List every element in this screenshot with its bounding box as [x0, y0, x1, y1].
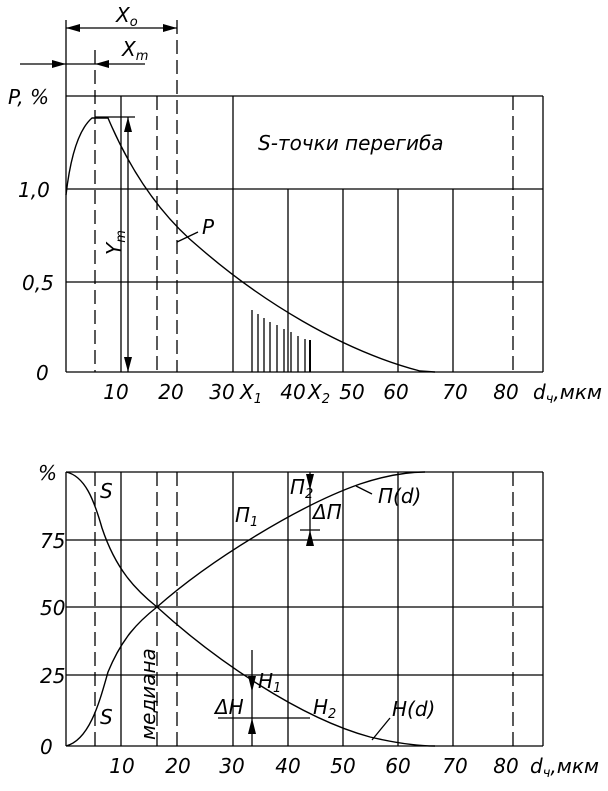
delta-h-label: ΔH — [215, 695, 244, 719]
x2-label: $X_2$ — [308, 380, 330, 407]
bottom-chart — [38, 461, 599, 781]
bottom-x-tick: 80 — [493, 754, 519, 778]
bottom-x-tick: 30 — [219, 754, 245, 778]
delta-pi-label: ΔП — [313, 500, 342, 524]
bottom-y-title: % — [38, 461, 58, 485]
top-x-tick: 70 — [442, 380, 468, 404]
top-x-tick: 30 — [209, 380, 235, 404]
xo-label: $X_o$ — [116, 3, 138, 30]
top-x-tick: 10 — [103, 380, 129, 404]
h1-label: $H_1$ — [258, 669, 282, 696]
h-label-leader — [372, 718, 390, 740]
top-x-tick: 50 — [339, 380, 365, 404]
s-point-lower: S — [100, 705, 113, 729]
top-x-tick: 40 — [280, 380, 306, 404]
pi2-label: $П_2$ — [290, 475, 314, 502]
top-y-tick: 1,0 — [18, 178, 50, 202]
top-y-title: P, % — [8, 85, 50, 109]
bottom-x-axis-label: $d_ч,мкм$ — [530, 754, 600, 781]
top-y-tick: 0,5 — [22, 271, 54, 295]
pi-label-leader — [356, 486, 372, 494]
bottom-x-ticks — [109, 754, 518, 778]
bottom-y-tick: 0 — [40, 735, 53, 759]
s-point-upper: S — [100, 479, 113, 503]
xm-label: $X_m$ — [122, 37, 149, 64]
top-x-axis-label: $d_ч,мкм$ — [533, 380, 603, 407]
top-x-tick: 60 — [383, 380, 409, 404]
bottom-x-tick: 10 — [109, 754, 135, 778]
h2-label: $H_2$ — [313, 695, 337, 722]
top-y-tick: 0 — [36, 361, 49, 385]
h-curve-label: H(d) — [392, 697, 436, 721]
pi1-label: $П_1$ — [235, 503, 259, 530]
p-curve-label: P — [202, 215, 215, 239]
top-chart — [8, 3, 602, 407]
bottom-x-tick: 20 — [165, 754, 191, 778]
bottom-x-tick: 60 — [385, 754, 411, 778]
bottom-x-tick: 70 — [442, 754, 468, 778]
bottom-y-ticks — [40, 529, 65, 759]
pi-curve-label: П(d) — [378, 484, 422, 508]
xm-dimension — [20, 60, 145, 68]
median-label: медиана — [136, 648, 160, 740]
top-x-tick: 20 — [158, 380, 184, 404]
bottom-y-tick: 25 — [40, 664, 66, 688]
x1-label: $X_1$ — [240, 380, 262, 407]
top-y-ticks — [18, 178, 54, 385]
top-grid — [66, 20, 543, 372]
bottom-x-tick: 50 — [330, 754, 356, 778]
bottom-y-tick: 50 — [40, 596, 66, 620]
inflection-note: S-точки перегиба — [258, 131, 444, 155]
ym-label: $Y_m$ — [102, 230, 129, 255]
bottom-x-tick: 40 — [275, 754, 301, 778]
p-label-leader — [177, 232, 198, 242]
hatched-area — [252, 310, 310, 372]
bottom-y-tick: 75 — [40, 529, 66, 553]
top-x-tick: 80 — [493, 380, 519, 404]
